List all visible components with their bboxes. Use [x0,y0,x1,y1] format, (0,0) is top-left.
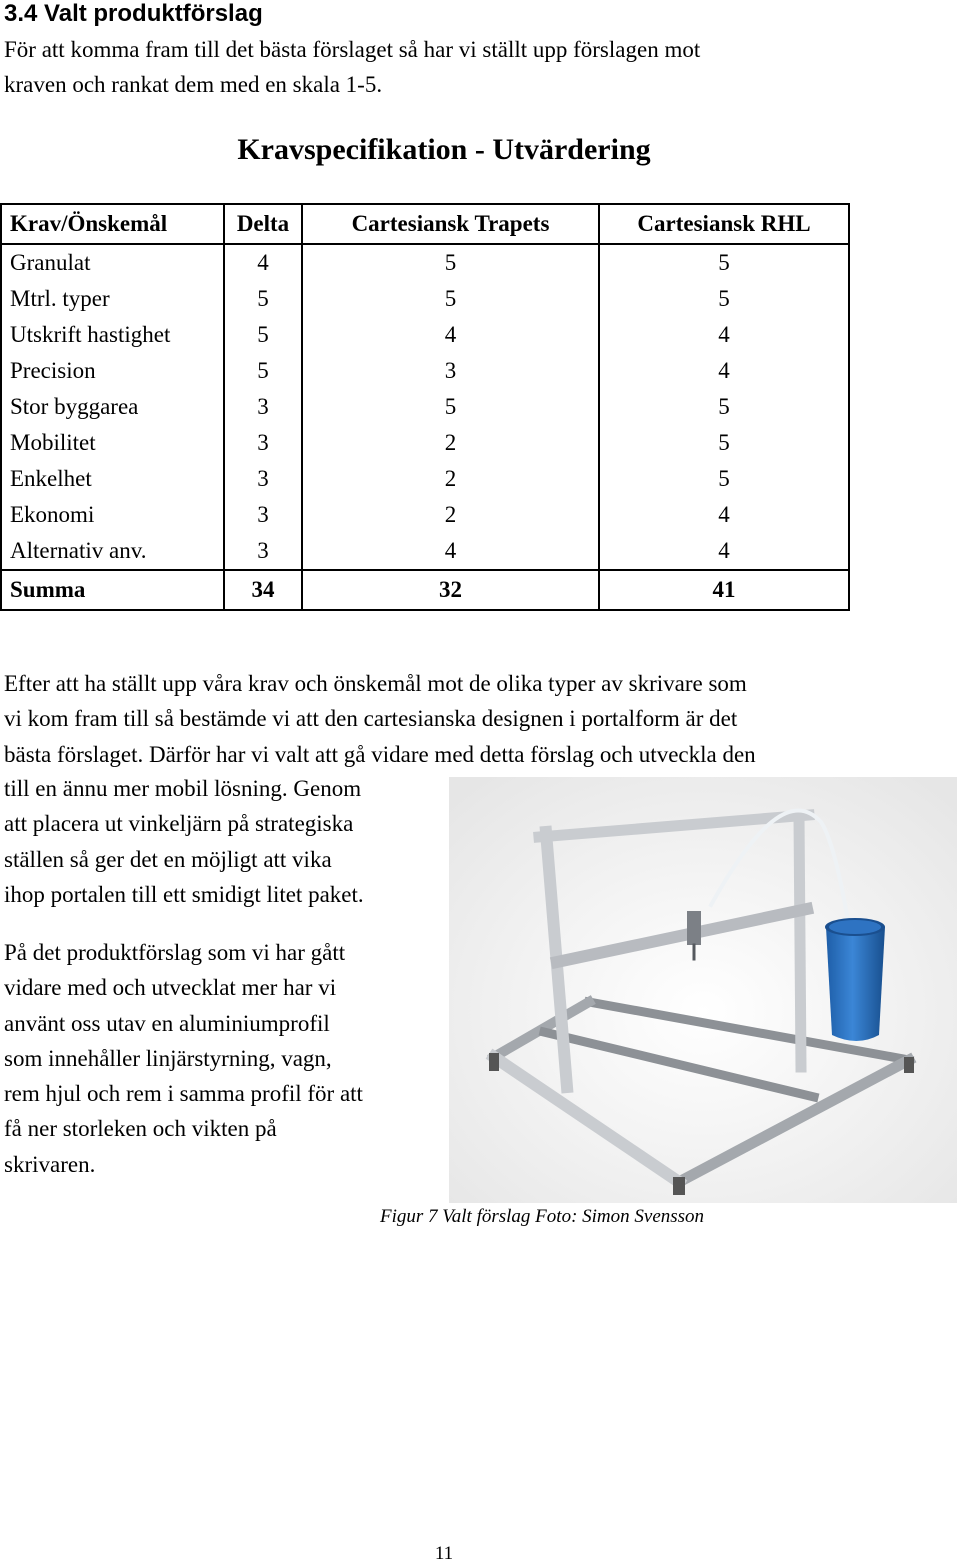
sum-cell: 34 [224,570,302,610]
table-cell: 4 [599,353,849,389]
table-cell: 3 [302,353,599,389]
table-cell: 5 [599,389,849,425]
table-cell: Mtrl. typer [1,281,224,317]
intro-line: För att komma fram till det bästa förslaget så har vi ställt upp förslagen mot [4,37,701,62]
table-cell: Precision [1,353,224,389]
table-cell: 3 [224,389,302,425]
evaluation-table [0,203,850,611]
table-cell: 3 [224,425,302,461]
header-cell: Delta [224,204,302,244]
table-cell: Alternativ anv. [1,533,224,570]
paragraph-line: vidare med och utvecklat mer har vi [4,975,337,1001]
table-cell: 4 [599,497,849,533]
table-row [1,244,849,281]
table-row [1,461,849,497]
table-cell: 4 [599,317,849,353]
sum-cell: Summa [1,570,224,610]
table-cell: Granulat [1,244,224,281]
intro-line: kraven och rankat dem med en skala 1-5. [4,72,383,97]
paragraph-line: ihop portalen till ett smidigt litet paket. [4,881,364,907]
table-row [1,281,849,317]
filament-bucket [825,918,885,1041]
table-cell: 5 [599,244,849,281]
paragraph-line: till en ännu mer mobil lösning. Genom [4,776,362,801]
paragraph-line: få ner storleken och vikten på [4,1116,277,1142]
table-row [1,425,849,461]
paragraph-line: att placera ut vinkeljärn på strategiska [4,811,354,837]
table-cell: Mobilitet [1,425,224,461]
table-cell: 5 [599,281,849,317]
table-cell: 5 [224,317,302,353]
table-cell: 5 [302,389,599,425]
table-cell: 5 [302,244,599,281]
paragraph-line: som innehåller linjärstyrning, vagn, [4,1045,332,1071]
table-row [1,497,849,533]
table-cell: 5 [224,281,302,317]
table-cell: 3 [224,533,302,570]
header-cell: Cartesiansk Trapets [302,204,599,244]
page-number: 11 [434,1543,454,1564]
table-cell: 5 [302,281,599,317]
table-cell: 3 [224,461,302,497]
table-cell: 4 [302,317,599,353]
table-row [1,389,849,425]
header-cell: Cartesiansk RHL [599,204,849,244]
body-paragraph [4,935,444,1182]
sum-cell: 32 [302,570,599,610]
table-cell: 4 [302,533,599,570]
table-cell: Enkelhet [1,461,224,497]
table-cell: 2 [302,497,599,533]
table-cell: 4 [224,244,302,281]
table-header-row [1,204,849,244]
paragraph-line: skrivaren. [4,1151,96,1177]
paragraph-line: vi kom fram till så bestämde vi att den cartesianska designen i portalform är det [4,706,738,732]
paragraph-line: rem hjul och rem i samma profil för att [4,1081,363,1107]
intro-paragraph [4,32,904,102]
table-cell: 5 [224,353,302,389]
body-paragraph [4,771,444,912]
table-cell: 5 [599,425,849,461]
header-cell: Krav/Önskemål [1,204,224,244]
table-cell: 3 [224,497,302,533]
table-cell: Utskrift hastighet [1,317,224,353]
paragraph-line: bästa förslaget. Därför har vi valt att gå vidare med detta förslag och utveckla den [4,741,756,767]
section-heading: 3.4 Valt produktförslag [4,0,263,27]
table-sum-row [1,570,849,610]
table-row [1,317,849,353]
table-cell: 4 [599,533,849,570]
paragraph-line: ställen så ger det en möjligt att vika [4,846,332,872]
sum-cell: 41 [599,570,849,610]
table-cell: Stor byggarea [1,389,224,425]
table-cell: Ekonomi [1,497,224,533]
table-row [1,353,849,389]
table-cell: 2 [302,461,599,497]
body-paragraph [4,666,904,772]
paragraph-line: Efter att ha ställt upp våra krav och önskemål mot de olika typer av skrivare som [4,671,747,696]
table-row [1,533,849,570]
table-cell: 2 [302,425,599,461]
printer-render-figure [449,777,957,1203]
table-cell: 5 [599,461,849,497]
table-title: Kravspecifikation - Utvärdering [237,133,651,166]
figure-caption: Figur 7 Valt förslag Foto: Simon Svensson [380,1206,705,1227]
paragraph-line: På det produktförslag som vi har gått [4,940,346,965]
paragraph-line: använt oss utav en aluminiumprofil [4,1010,330,1036]
